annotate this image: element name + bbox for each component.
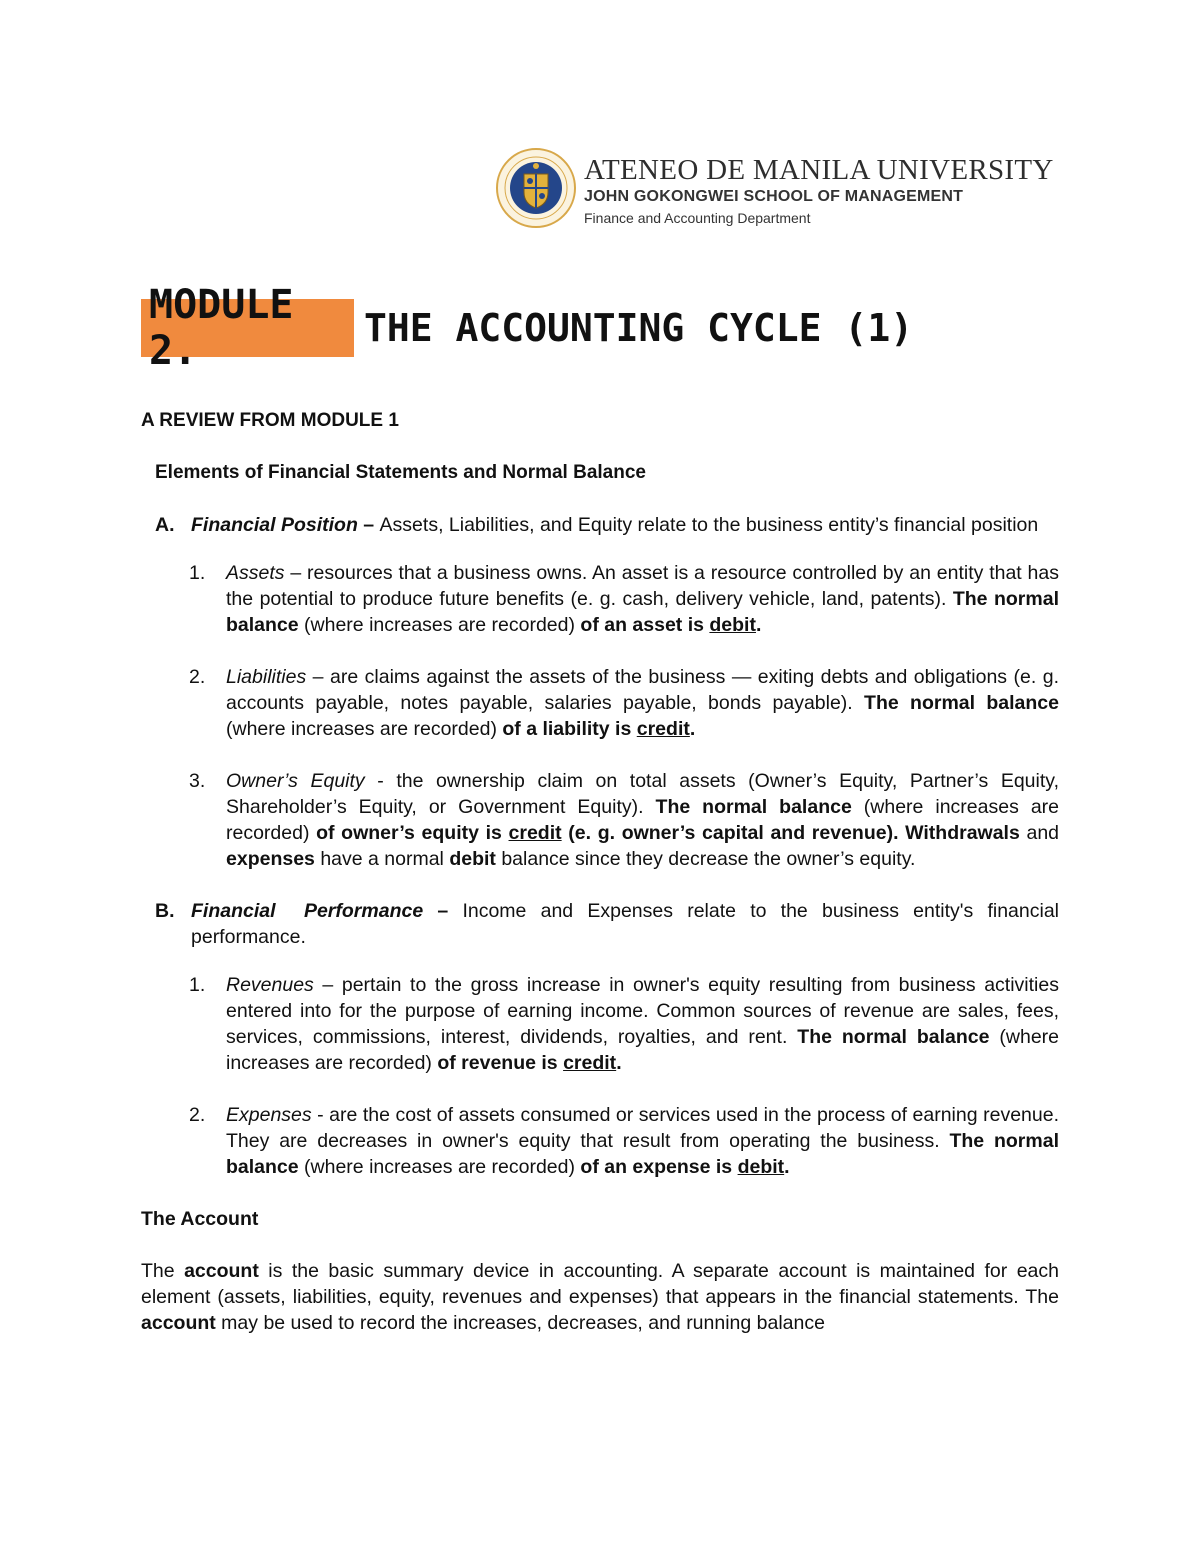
normal-balance-value: credit: [636, 718, 690, 740]
text-run: (where increases are recorded): [298, 1156, 581, 1178]
university-name: ATENEO DE MANILA UNIVERSITY: [584, 154, 1054, 186]
bold-run: The normal balance: [864, 692, 1059, 714]
text-run: - are the cost of assets consumed or services used in the process of earning revenue. They are decreases in owner's equity that result from operating the business.: [226, 1104, 1059, 1152]
text-run: have a normal: [314, 848, 450, 870]
item-number: 2.: [189, 666, 206, 688]
bold-run: expenses: [226, 848, 315, 870]
bold-run: The normal balance: [226, 588, 1059, 636]
section-a-text: [191, 512, 1059, 538]
dash: –: [357, 514, 380, 536]
section-description: Income and Expenses relate to the business entity's financial performance.: [191, 900, 1060, 948]
elements-heading: Elements of Financial Statements and Normal Balance: [155, 462, 646, 483]
text-run: .: [784, 1156, 790, 1178]
ateneo-seal-logo: [496, 148, 576, 228]
term: Revenues: [226, 974, 314, 996]
bold-run: account: [141, 1312, 216, 1334]
term: Liabilities: [226, 666, 307, 688]
item-number: 1.: [189, 974, 206, 996]
school-name: JOHN GOKONGWEI SCHOOL OF MANAGEMENT: [584, 188, 964, 205]
bold-run: of a liability is: [502, 718, 637, 740]
bold-run: debit: [449, 848, 496, 870]
department-name: Finance and Accounting Department: [584, 210, 811, 226]
term: Owner’s Equity: [226, 770, 365, 792]
section-b: [155, 898, 1059, 950]
section-b-text: [191, 898, 1059, 950]
item-number: 3.: [189, 770, 206, 792]
university-header: [496, 148, 1076, 230]
section-title: Financial Position: [191, 514, 358, 536]
normal-balance-value: credit: [508, 822, 562, 844]
list-item-owners-equity: [189, 768, 1059, 872]
item-text: [226, 1102, 1059, 1180]
text-run: .: [616, 1052, 622, 1074]
section-title: Financial Performance: [191, 900, 424, 922]
text-run: – pertain to the gross increase in owner's equity resulting from business activities entered into for the purpose of earning income. Common sources of revenue are sales, fees, services, commissions, interest, dividends, royalties, and rent.: [226, 974, 1059, 1048]
text-run: .: [755, 614, 762, 636]
module-tag: [141, 282, 354, 374]
text-run: (where increases are recorded): [226, 1026, 1060, 1074]
text-run: (where increases are recorded): [298, 614, 581, 636]
text-run: (where increases are recorded): [226, 796, 1060, 844]
bold-run: of an asset is: [580, 614, 710, 636]
text-run: – are claims against the assets of the business — exiting debts and obligations (e. g. accounts payable, notes payable, salaries payable, bonds payable).: [226, 666, 1059, 714]
module-heading: THE ACCOUNTING CYCLE (1): [364, 306, 914, 350]
normal-balance-value: debit: [709, 614, 756, 636]
term: Expenses: [226, 1104, 312, 1126]
account-paragraph: [141, 1258, 1059, 1336]
bold-run: The normal balance: [797, 1026, 990, 1048]
bold-run: The normal balance: [655, 796, 852, 818]
account-heading: The Account: [141, 1208, 259, 1230]
dash: –: [423, 900, 463, 922]
text-run: - the ownership claim on total assets (Owner’s Equity, Partner’s Equity, Shareholder’s Equity, or Government Equity).: [226, 770, 1059, 818]
list-item-assets: [189, 560, 1059, 638]
text-run: – resources that a business owns. An asset is a resource controlled by an entity that has the potential to produce future benefits (e. g. cash, delivery vehicle, land, patents).: [226, 562, 1059, 610]
text-run: The: [141, 1260, 185, 1282]
bold-run: The normal balance: [226, 1130, 1059, 1178]
bold-run: (e. g. owner’s capital and revenue). Withdrawals: [561, 822, 1020, 844]
review-heading: A REVIEW FROM MODULE 1: [141, 410, 399, 431]
section-a: [155, 512, 1059, 538]
text-run: (where increases are recorded): [226, 718, 503, 740]
document-body: [141, 408, 1059, 1336]
item-text: [226, 972, 1059, 1076]
list-item-revenues: [189, 972, 1059, 1076]
text-run: .: [689, 718, 696, 740]
bold-run: of revenue is: [437, 1052, 564, 1074]
normal-balance-value: credit: [563, 1052, 617, 1074]
normal-balance-value: debit: [737, 1156, 785, 1178]
section-marker: A.: [155, 514, 175, 536]
bold-run: of an expense is: [580, 1156, 738, 1178]
text-run: is the basic summary device in accounting. A separate account is maintained for each element (assets, liabilities, equity, revenues and expenses) that appears in the financial statements. The: [141, 1260, 1059, 1308]
text-run: and: [1019, 822, 1060, 844]
module-tag-text: MODULE 2.: [149, 282, 294, 374]
section-marker: B.: [155, 900, 175, 922]
item-text: [226, 664, 1059, 742]
text-run: balance since they decrease the owner’s equity.: [495, 848, 916, 870]
section-description: Assets, Liabilities, and Equity relate to the business entity’s financial position: [379, 514, 1039, 536]
module-title: [141, 282, 914, 374]
item-number: 1.: [189, 562, 206, 584]
list-item-liabilities: [189, 664, 1059, 742]
item-number: 2.: [189, 1104, 206, 1126]
item-text: [226, 560, 1059, 638]
term: Assets: [226, 562, 285, 584]
text-run: may be used to record the increases, decreases, and running balance: [215, 1312, 825, 1334]
bold-run: of owner’s equity is: [316, 822, 509, 844]
list-item-expenses: [189, 1102, 1059, 1180]
item-text: [226, 768, 1059, 872]
bold-run: account: [184, 1260, 259, 1282]
